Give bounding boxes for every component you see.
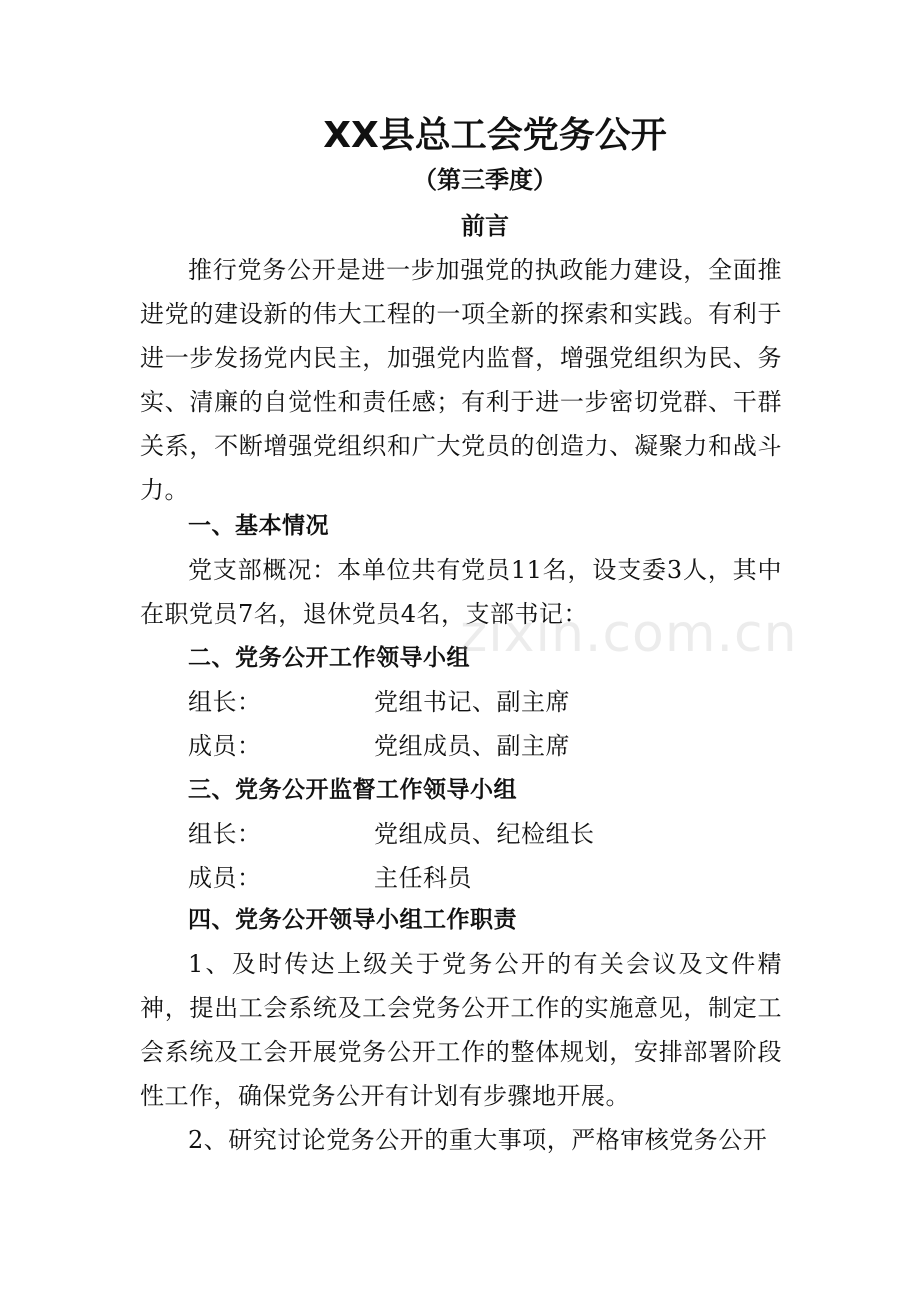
role-row: [140, 680, 782, 724]
section-basic-info: [140, 504, 782, 548]
responsibility-item: 2、研究讨论党务公开的重大事项，严格审核党务公开: [188, 1126, 768, 1154]
section-heading: 四、党务公开领导小组工作职责: [188, 907, 517, 933]
document-subtitle: （第三季度）: [413, 166, 557, 194]
role-row: [140, 856, 782, 900]
preface-heading: 前言: [461, 212, 509, 240]
watermark: zixin.com.cn: [460, 604, 798, 664]
section-basic-info-body: [140, 548, 782, 636]
section-heading: 二、党务公开工作领导小组: [188, 645, 470, 671]
section-leading-group: [140, 636, 782, 768]
role-value: 党组成员、副主席: [374, 732, 570, 760]
role-value: 党组成员、纪检组长: [374, 820, 595, 848]
role-value: 党组书记、副主席: [374, 688, 570, 716]
intro-section: [140, 248, 782, 512]
role-label: 组长：: [188, 688, 262, 716]
role-value: 主任科员: [374, 864, 472, 892]
section-responsibilities: [140, 898, 782, 1162]
branch-overview-paragraph: 党支部概况：本单位共有党员11名，设支委3人，其中在职党员7名，退休党员4名，支部书记：: [140, 556, 782, 628]
role-label: 成员：: [188, 864, 262, 892]
role-label: 成员：: [188, 732, 262, 760]
responsibility-item: 1、及时传达上级关于党务公开的有关会议及文件精神，提出工会系统及工会党务公开工作的实施意见，制定工会系统及工会开展党务公开工作的整体规划，安排部署阶段性工作，确保党务公开有计划有步骤地开展。: [140, 950, 782, 1110]
role-row: [140, 724, 782, 768]
document-title: XX县总工会党务公开: [323, 115, 667, 156]
section-supervision-group: [140, 768, 782, 900]
intro-paragraph: 推行党务公开是进一步加强党的执政能力建设，全面推进党的建设新的伟大工程的一项全新的探索和实践。有利于进一步发扬党内民主，加强党内监督，增强党组织为民、务实、清廉的自觉性和责任感；有利于进一步密切党群、干群关系，不断增强党组织和广大党员的创造力、凝聚力和战斗力。: [140, 256, 782, 504]
role-label: 组长：: [188, 820, 262, 848]
role-row: [140, 812, 782, 856]
section-heading: 一、基本情况: [188, 513, 329, 539]
section-heading: 三、党务公开监督工作领导小组: [188, 777, 517, 803]
